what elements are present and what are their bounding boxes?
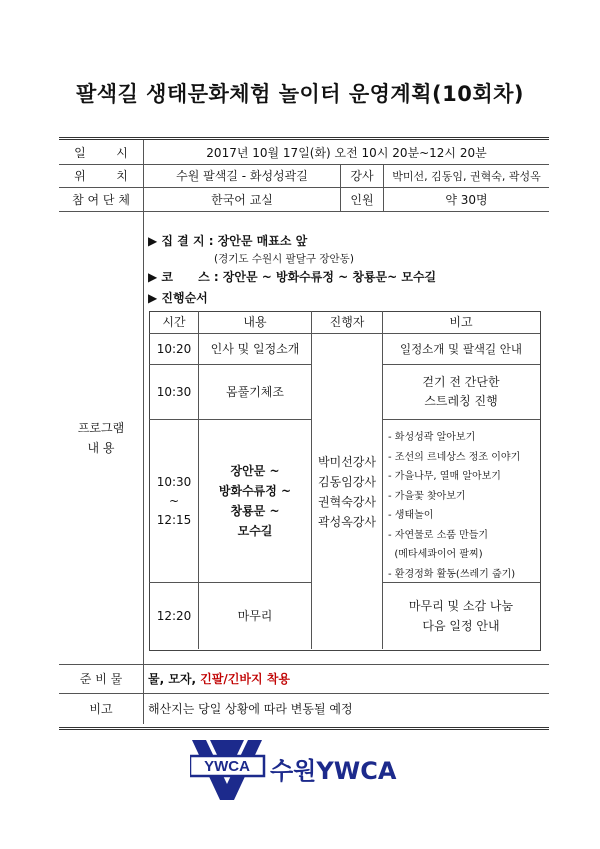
remark-value: 해산지는 당일 상황에 따라 변동될 예정: [148, 702, 353, 716]
r2-note-line2: 스트레칭 진행: [424, 394, 498, 408]
leader-4: 곽성옥강사: [318, 514, 376, 529]
leader-cell: [312, 334, 382, 649]
r2-content: 몸풀기체조: [226, 384, 284, 399]
header-time: 시간: [162, 315, 186, 329]
r3-note-item: - 조선의 르네상스 정조 이야기: [388, 451, 521, 463]
r2-note: [383, 365, 539, 419]
leader-2: 김동임강사: [318, 474, 376, 489]
ywca-logo: [190, 738, 410, 802]
meet-prefix: ▶ 집 결 지 :: [148, 234, 218, 248]
r3-content-1: 장안문 ~: [230, 464, 280, 478]
location-label: 위 치: [74, 169, 128, 183]
r3-content-3: 창룡문 ~: [230, 504, 280, 518]
location-value: 수원 팔색길 - 화성성곽길: [176, 169, 308, 183]
program-label: [59, 211, 143, 664]
logo-name-text: 수원YWCA: [270, 757, 397, 785]
meet-place: 장안문 매표소 앞: [217, 234, 308, 248]
r3-note-item: - 생태놀이: [388, 510, 434, 521]
r3-time-end: 12:15: [156, 512, 192, 527]
meet-address: (경기도 수원시 팔달구 장안동): [214, 253, 354, 265]
lecturer-value: 박미선, 김동임, 권혁숙, 곽성옥: [392, 169, 541, 183]
r4-note-line2: 다음 일정 안내: [422, 619, 500, 633]
r4-note: [383, 583, 539, 649]
program-label-line1: 프로그램: [77, 420, 125, 435]
r3-note-item: - 가을나무, 열매 알아보기: [388, 471, 501, 482]
prep-value: [148, 664, 548, 693]
course-value: 장안문 ~ 방화수류정 ~ 창룡문~ 모수길: [222, 270, 437, 284]
count-label: 인원: [350, 192, 374, 207]
r3-time: [150, 420, 198, 582]
prep-label: 준 비 물: [79, 672, 123, 686]
r3-content-2: 방화수류정 ~: [218, 484, 292, 498]
r3-note-item: - 화성성곽 알아보기: [388, 432, 476, 443]
header-leader: 진행자: [329, 315, 365, 329]
r1-content: 인사 및 일정소개: [210, 341, 300, 356]
r3-content: [199, 420, 311, 582]
r3-note-item: - 환경정화 활동(쓰레기 줍기): [388, 568, 516, 580]
r1-time: 10:20: [156, 341, 192, 356]
r3-note-item: - 가을꽃 찾아보기: [388, 490, 466, 502]
logo-badge-text: YWCA: [204, 758, 250, 775]
r1-note: 일정소개 및 팔색길 안내: [399, 341, 523, 356]
r4-note-line1: 마무리 및 소감 나눔: [408, 599, 514, 613]
r2-note-line1: 걷기 전 간단한: [422, 375, 500, 389]
program-label-line2: 내 용: [87, 440, 115, 455]
prep-plain: 물, 모자,: [148, 672, 201, 686]
r3-note-list: [388, 428, 538, 584]
r2-time: 10:30: [156, 384, 192, 399]
header-note: 비고: [449, 315, 473, 329]
lecturer-label: 강사: [350, 169, 374, 183]
meet-line: [148, 232, 307, 249]
count-value: 약 30명: [445, 192, 488, 207]
leader-1: 박미선강사: [318, 454, 376, 469]
group-label: 참 여 단 체: [72, 192, 130, 207]
r3-note-item: (메타세콰이어 팔찌): [388, 549, 483, 560]
course-line: [148, 268, 436, 285]
course-prefix: ▶ 코 스 :: [148, 270, 223, 284]
document-title: 팔색길 생태문화체험 놀이터 운영계획(10회차): [76, 82, 524, 106]
group-value: 한국어 교실: [211, 192, 273, 207]
remark-label: 비고: [89, 702, 113, 716]
r4-content: 마무리: [237, 608, 273, 623]
leader-3: 권혁숙강사: [318, 494, 376, 509]
r3-time-sep: ~: [168, 493, 180, 508]
header-content: 내용: [243, 315, 267, 329]
r3-time-start: 10:30: [156, 474, 192, 489]
r3-content-4: 모수길: [237, 524, 273, 538]
prep-highlight: 긴팔/긴바지 착용: [200, 672, 290, 686]
r3-note-item: - 자연물로 소품 만들기: [388, 529, 489, 541]
r4-time: 12:20: [156, 608, 192, 623]
ywca-logo-mark: [190, 738, 410, 802]
date-value: 2017년 10월 17일(화) 오전 10시 20분~12시 20분: [206, 145, 487, 160]
date-label: 일 시: [74, 145, 128, 160]
order-heading: ▶ 진행순서: [148, 291, 208, 305]
